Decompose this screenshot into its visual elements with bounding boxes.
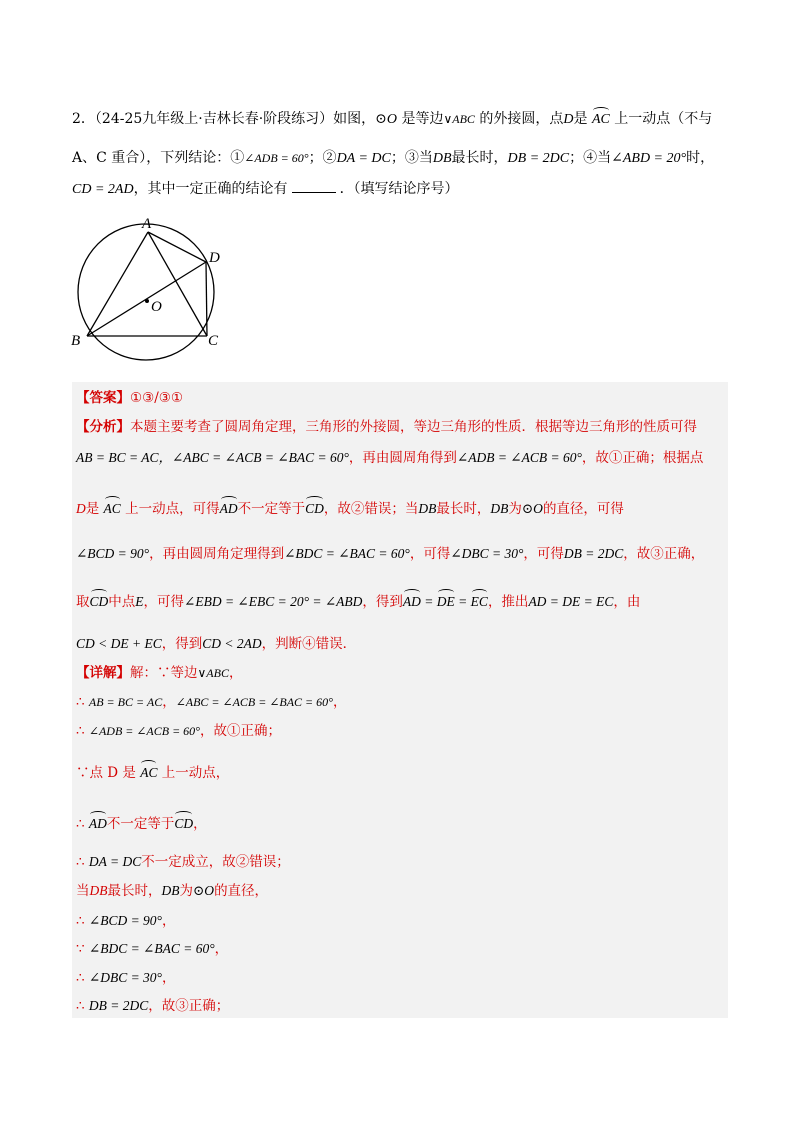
detail-line-5: ∴ AD不一定等于CD，: [76, 816, 207, 832]
label-c: C: [208, 333, 219, 349]
question-line-2: A、C 重合），下列结论：①∠ADB = 60°；②DA = DC；③当DB最长时，DB = 2DC；④当∠ABD = 20°时，: [72, 150, 715, 166]
detail-line-4: ∵点 D 是 AC 上一动点，: [76, 765, 230, 781]
geometry-figure: [64, 212, 234, 362]
analysis-line-3: D是 AC 上一动点，可得AD不一定等于CD，故②错误；当DB最长时，DB为⊙O的直径，可得: [76, 501, 624, 517]
analysis-line-5: 取CD中点E，可得∠EBD = ∠EBC = 20° = ∠ABD，得到AD = DE = EC，推出AD = DE = EC，由: [76, 594, 641, 610]
detail-line-8: ∴ ∠BCD = 90°，: [76, 913, 176, 929]
detail-line-6: ∴ DA = DC不一定成立，故②错误；: [76, 854, 290, 870]
detail-line-9: ∵ ∠BDC = ∠BAC = 60°，: [76, 941, 229, 957]
answer-line: 【答案】①③/③①: [76, 390, 183, 406]
label-d: D: [209, 250, 220, 266]
detail-line-1: 【详解】解：∵等边∨ABC，: [76, 665, 243, 681]
question-line-3: CD = 2AD，其中一定正确的结论有 ．（填写结论序号）: [72, 181, 459, 197]
label-a: A: [142, 216, 152, 232]
label-b: B: [71, 333, 81, 349]
detail-line-2: ∴ AB = BC = AC，∠ABC = ∠ACB = ∠BAC = 60°，: [76, 694, 347, 710]
detail-line-3: ∴ ∠ADB = ∠ACB = 60°，故①正确；: [76, 723, 281, 739]
analysis-line-1: 【分析】本题主要考查了圆周角定理，三角形的外接圆，等边三角形的性质．根据等边三角形的性质可得: [76, 419, 697, 435]
analysis-line-6: CD < DE + EC，得到CD < 2AD，判断④错误．: [76, 636, 357, 652]
answer-blank: [292, 180, 336, 193]
segment-db: [87, 262, 206, 336]
question-line-1: 2．（24-25九年级上·吉林长春·阶段练习）如图，⊙O 是等边∨ABC 的外接圆，点D是 AC 上一动点（不与: [72, 111, 713, 127]
center-point: [145, 299, 149, 303]
circumcircle: [78, 224, 214, 360]
detail-line-10: ∴ ∠DBC = 30°，: [76, 970, 176, 986]
detail-line-7: 当DB最长时，DB为⊙O的直径，: [76, 883, 269, 899]
label-o: O: [151, 299, 162, 315]
analysis-line-4: ∠BCD = 90°，再由圆周角定理得到∠BDC = ∠BAC = 60°，可得∠DBC = 30°，可得DB = 2DC，故③正确，: [76, 546, 705, 562]
analysis-line-2: AB = BC = AC，∠ABC = ∠ACB = ∠BAC = 60°，再由圆周角得到∠ADB = ∠ACB = 60°，故①正确；根据点: [76, 450, 704, 466]
segment-ab: [87, 232, 148, 336]
detail-line-11: ∴ DB = 2DC，故③正确；: [76, 998, 230, 1014]
